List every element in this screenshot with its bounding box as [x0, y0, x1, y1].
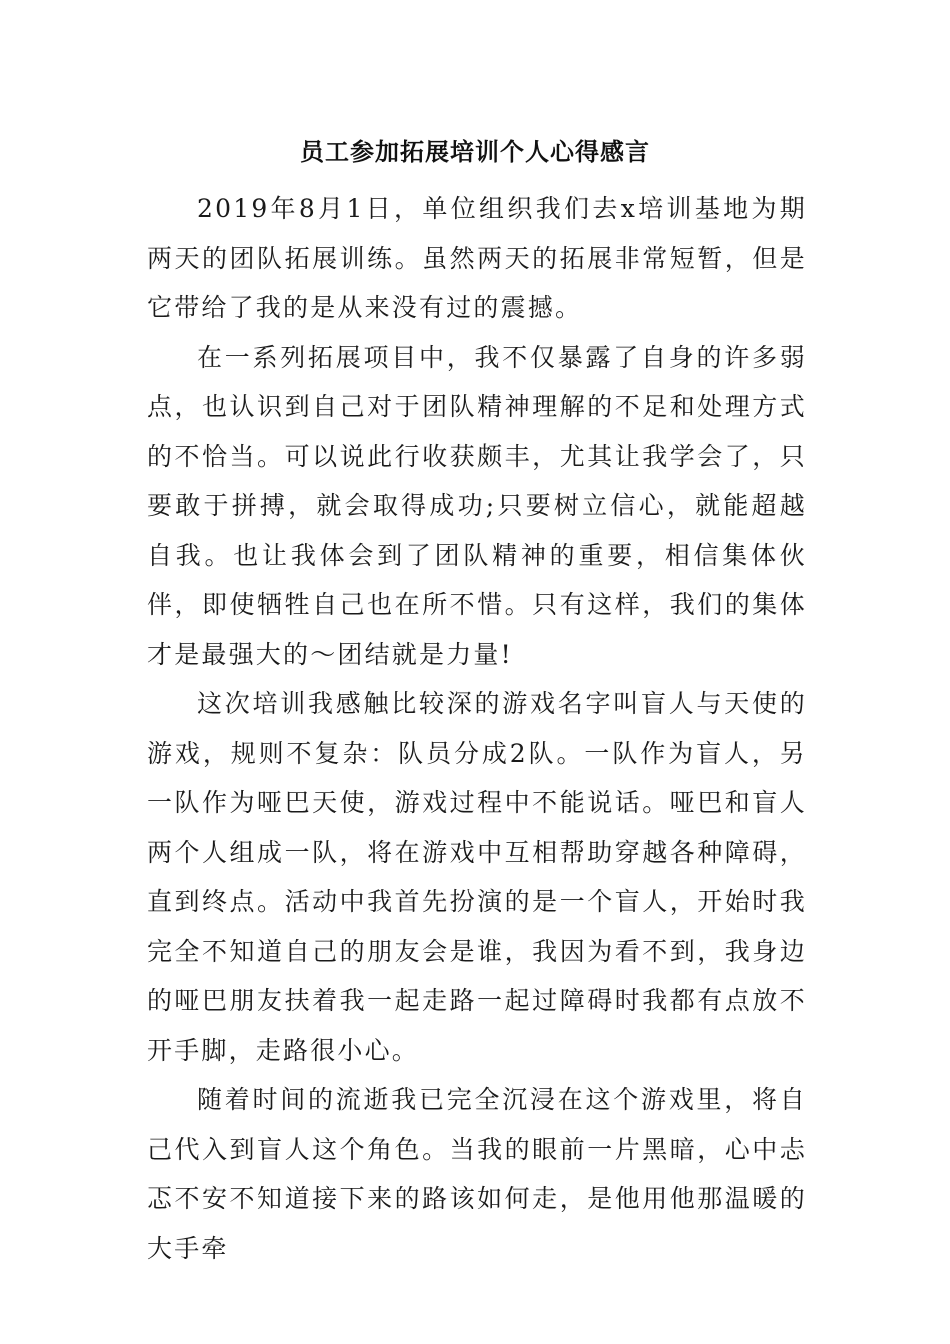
paragraph: 在一系列拓展项目中，我不仅暴露了自身的许多弱点，也认识到自己对于团队精神理解的不足和处理方式的不恰当。可以说此行收获颇丰，尤其让我学会了，只要敢于拼搏，就会取得成功;只要树立信心，就能超越自我。也让我体会到了团队精神的重要，相信集体伙伴，即使牺牲自己也在所不惜。只有这样，我们的集体才是最强大的～团结就是力量!	[147, 342, 807, 669]
paragraph: 2019年8月1日，单位组织我们去x培训基地为期两天的团队拓展训练。虽然两天的拓展非常短暂，但是它带给了我的是从来没有过的震撼。	[147, 194, 807, 322]
paragraph: 随着时间的流逝我已完全沉浸在这个游戏里，将自己代入到盲人这个角色。当我的眼前一片黑暗，心中忐忑不安不知道接下来的路该如何走，是他用他那温暖的大手牵	[147, 1085, 807, 1263]
paragraph: 这次培训我感触比较深的游戏名字叫盲人与天使的游戏，规则不复杂：队员分成2队。一队作为盲人，另一队作为哑巴天使，游戏过程中不能说话。哑巴和盲人两个人组成一队，将在游戏中互相帮助穿越各种障碍，直到终点。活动中我首先扮演的是一个盲人，开始时我完全不知道自己的朋友会是谁，我因为看不到，我身边的哑巴朋友扶着我一起走路一起过障碍时我都有点放不开手脚，走路很小心。	[147, 689, 807, 1065]
document-title: 员工参加拓展培训个人心得感言	[300, 137, 650, 166]
document-body	[147, 184, 807, 1273]
